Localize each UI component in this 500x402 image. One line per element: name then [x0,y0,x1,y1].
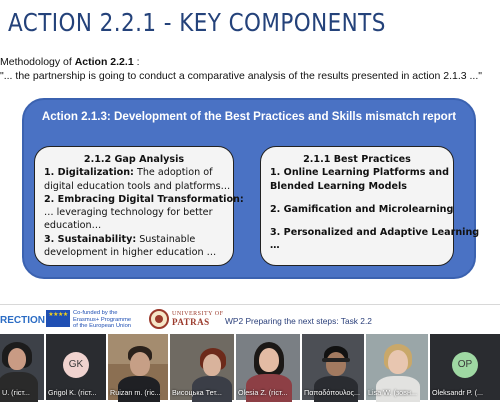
participant-avatar: OP [452,352,478,378]
participant-name: Висоцька Тет... [172,388,222,397]
methodology-prefix: Methodology of [0,56,75,68]
gap-item-3-line-1 [44,233,224,246]
gap-analysis-heading: 2.1.2 Gap Analysis [83,154,185,165]
gap-item-2-text-b: education… [44,220,102,232]
participant-name: U. (гіст... [2,388,30,397]
best-practices-box [260,146,480,266]
gap-item-1-text-a: The adoption of [133,167,213,179]
gap-item-3-text-a: Sustainable [136,233,196,245]
best-practice-1-line-2: Blended Learning Models [270,180,408,192]
participant-tile[interactable] [366,334,428,400]
participant-name: Olesia Z. (гіст... [238,388,288,397]
methodology-action: Action 2.2.1 [74,56,134,68]
gap-item-2-text-a: … leveraging technology for better [44,207,213,219]
action-213-box [22,98,480,279]
participant-tile[interactable] [170,334,234,400]
eu-text-line-2: Erasmus+ Programme [73,316,132,323]
participant-name: Ruizan m. (гіс... [110,388,161,397]
eu-text-line-1: Co-funded by the [73,310,118,316]
gap-item-1-label: 1. Digitalization: [44,167,134,179]
gap-item-2-label: 2. Embracing Digital Transformation: [44,193,244,205]
methodology-suffix: : [133,56,140,68]
best-practices-heading: 2.1.1 Best Practices [303,154,411,165]
gap-item-3-label: 3. Sustainability: [44,233,137,245]
gap-item-3-text-b: development in higher education … [44,247,217,259]
participant-tile[interactable] [108,334,168,400]
participant-tile[interactable] [430,334,500,400]
methodology-quote: "... the partnership is going to conduct a comparative analysis of the results presented in action 2.1.3 ..." [0,70,482,82]
best-practice-1-line-1: 1. Online Learning Platforms and [270,167,449,179]
best-practice-3-line-2: … [270,240,280,252]
erasmus-cofunded-text [73,310,131,330]
participant-tile[interactable] [302,334,364,400]
participant-tile[interactable] [236,334,300,400]
participant-name: Oleksandr P. (... [432,388,483,397]
slide-title: ACTION 2.2.1 - KEY COMPONENTS [8,8,386,37]
participant-tile[interactable] [46,334,106,400]
university-line-1: UNIVERSITY OF [172,311,224,317]
gap-item-1-line-1 [44,166,224,179]
participant-name: Grigol K. (гіст... [48,388,97,397]
participant-name: Παπαδόπουλος... [304,388,360,397]
university-seal-icon [149,309,169,329]
wp2-task-label: WP2 Preparing the next steps: Task 2.2 [225,316,372,326]
participant-name: Lisa W. (зовн... [368,388,417,397]
eu-flag-icon: ★★★★ [46,310,70,327]
participant-tile[interactable] [0,334,44,400]
action-213-title: Action 2.1.3: Development of the Best Practices and Skills mismatch report [41,110,457,123]
best-practice-2-line-1: 2. Gamification and Microlearning [270,203,454,215]
slide-footer [0,304,500,334]
participants-strip [0,334,500,400]
university-logo-text [172,310,223,326]
eu-text-line-3: of the European Union [73,323,132,330]
gap-item-1-text-b: digital education tools and platforms… [44,180,231,192]
project-logo-text: RECTION [0,315,45,326]
university-line-2: PATRAS [172,317,210,327]
participant-avatar: GK [63,352,89,378]
gap-analysis-box [34,146,244,266]
best-practice-3-line-1: 3. Personalized and Adaptive Learning [270,227,480,239]
methodology-line [0,56,140,68]
